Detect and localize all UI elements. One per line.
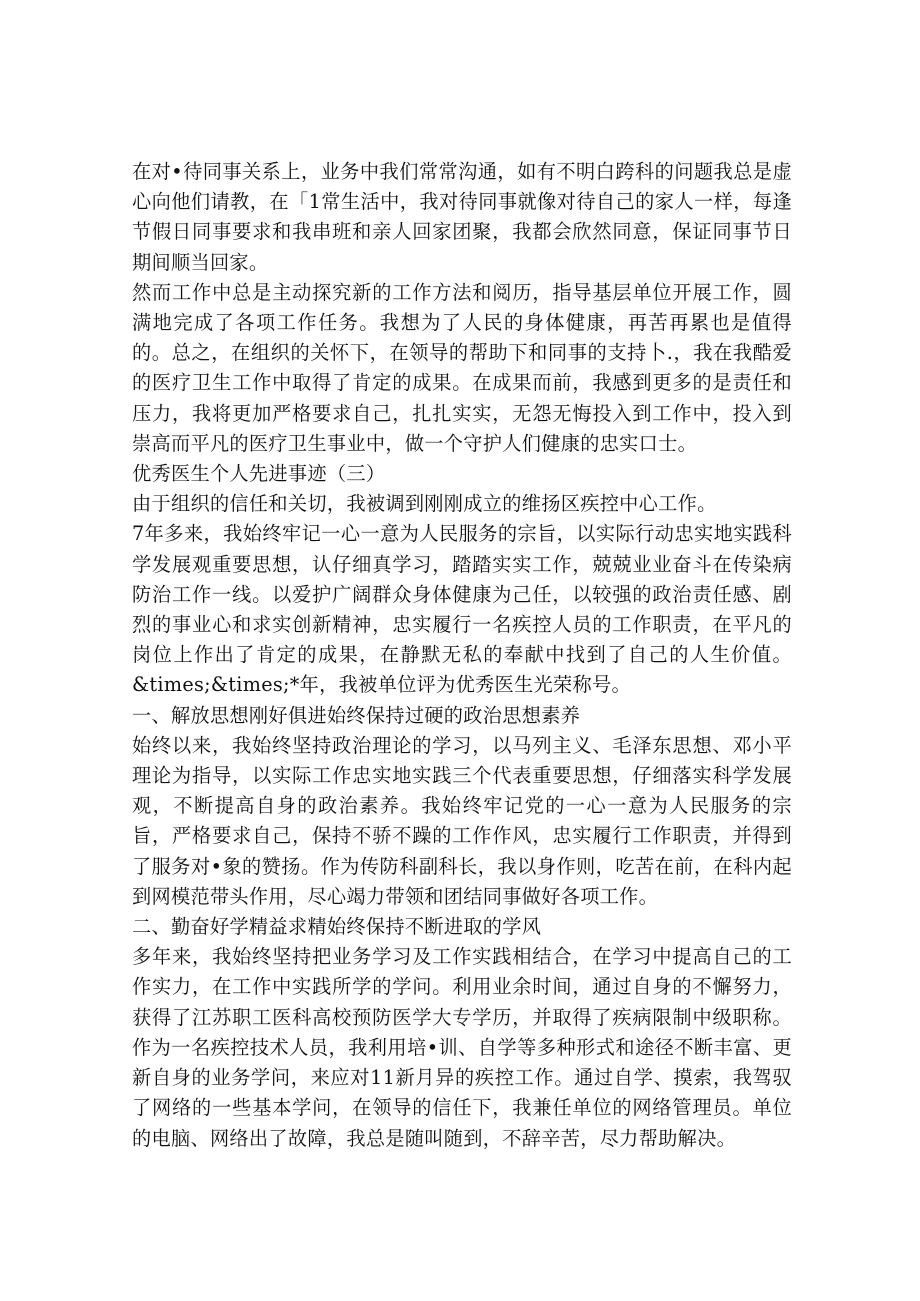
- section-heading-part-three: 优秀医生个人先进事迹（三）: [132, 462, 386, 486]
- paragraph-work-achievements: 然而工作中总是主动探究新的工作方法和阅历，指导基层单位开展工作，圆满地完成了各项工作任务。我想为了人民的身体健康，再苦再累也是值得的。总之，在组织的关怀下，在领导的帮助下和同事的支持卜.，我在我酷爱的医疗卫生工作中取得了肯定的成果。在成果而前，我感到更多的是责任和压力，我将更加严格要求自己，扎扎实实，无怨无悔投入到工作中，投入到崇高而平凡的医疗卫生事业中，做一个守护人们健康的忠实口士。: [132, 280, 792, 455]
- paragraph-seven-years: 7年多来，我始终牢记一心一意为人民服务的宗旨，以实际行动忠实地实践科学发展观重要思想，认仔细真学习，踏踏实实工作，兢兢业业奋斗在传染病防治工作一线。以爱护广阔群众身体健康为己任，以较强的政治责任感、剧烈的事业心和求实创新精神，忠实履行一名疾控人员的工作职责，在平凡的岗位上作出了肯定的成果，在静默无私的奉献中找到了自己的人生价值。&times;&times;*年，我被单位评为优秀医生光荣称号。: [132, 522, 792, 697]
- paragraph-transfer: 由于组织的信任和关切，我被调到刚刚成立的维扬区疾控中心工作。: [132, 492, 717, 516]
- paragraph-colleague-relations: 在对•待同事关系上，业务中我们常常沟通，如有不明白跨科的问题我总是虚心向他们请教，在「1常生活中，我对待同事就像对待自己的家人一样，每逢节假日同事要求和我串班和亲人回家团聚，我都会欣然同意，保证同事节日期间顺当回家。: [132, 160, 792, 274]
- paragraph-political-study: 始终以来，我始终坚持政治理论的学习，以马列主义、毛泽东思想、邓小平理论为指导，以实际工作忠实地实践三个代表重要思想，仔细落实科学发展观，不断提高自身的政治素养。我始终牢记党的一心一意为人民服务的宗旨，严格要求自己，保持不骄不躁的工作作风，忠实履行工作职责，并得到了服务对•象的赞扬。作为传防科副科长，我以身作则，吃苦在前，在科内起到网模范带头作用，尽心竭力带领和团结同事做好各项工作。: [132, 733, 792, 908]
- subheading-study-style: 二、勤奋好学精益求精始终保持不断进取的学风: [132, 915, 542, 939]
- subheading-political-thought: 一、解放思想刚好俱进始终保持过硬的政治思想素养: [132, 703, 581, 727]
- document-body: [132, 157, 792, 1154]
- paragraph-professional-study: 多年来，我始终坚持把业务学习及工作实践相结合，在学习中提高自己的工作实力，在工作中实践所学的学问。利用业余时间，通过自身的不懈努力，获得了江苏职工医科高校预防医学大专学历，并取得了疾病限制中级职称。作为一名疾控技术人员，我利用培•训、自学等多种形式和途径不断丰富、更新自身的业务学问，来应对11新月异的疾控工作。通过自学、摸索，我驾驭了网络的一些基本学问，在领导的信任下，我兼任单位的网络管理员。单位的电脑、网络出了故障，我总是随叫随到，不辞辛苦，尽力帮助解决。: [132, 945, 792, 1150]
